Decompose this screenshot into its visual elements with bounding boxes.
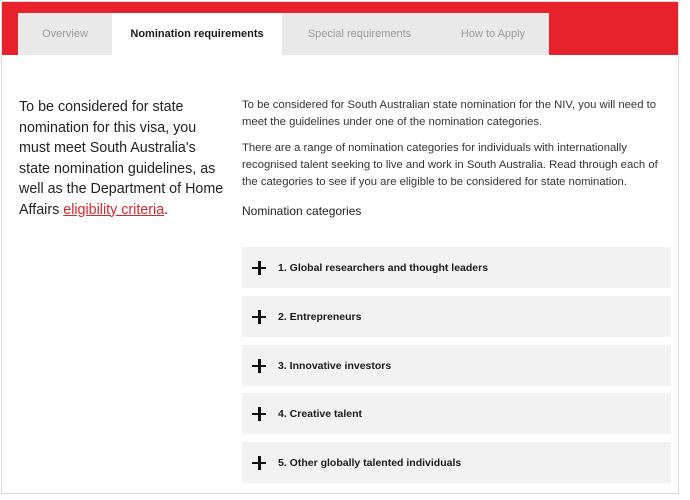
tab-nomination-requirements[interactable]: Nomination requirements bbox=[112, 13, 282, 55]
tab-bar bbox=[18, 13, 549, 55]
accordion-label: 3. Innovative investors bbox=[278, 359, 392, 372]
accordion-label: 1. Global researchers and thought leaders bbox=[278, 261, 489, 274]
page-frame bbox=[1, 1, 679, 494]
plus-icon bbox=[252, 261, 266, 275]
plus-icon bbox=[252, 456, 266, 470]
plus-icon bbox=[252, 407, 266, 421]
intro-text bbox=[19, 97, 224, 220]
tab-special-requirements[interactable]: Special requirements bbox=[282, 13, 437, 55]
accordion-other-talented[interactable] bbox=[242, 442, 671, 483]
plus-icon bbox=[252, 359, 266, 373]
main-content bbox=[242, 97, 672, 231]
accordion-label: 2. Entrepreneurs bbox=[278, 310, 362, 323]
accordion-label: 5. Other globally talented individuals bbox=[278, 456, 462, 469]
accordion-label: 4. Creative talent bbox=[278, 407, 363, 420]
plus-icon bbox=[252, 310, 266, 324]
accordion-global-researchers[interactable] bbox=[242, 247, 671, 288]
tab-how-to-apply[interactable]: How to Apply bbox=[437, 13, 549, 55]
top-banner bbox=[2, 2, 678, 55]
accordion-creative-talent[interactable] bbox=[242, 393, 671, 434]
tab-overview[interactable]: Overview bbox=[18, 13, 112, 55]
paragraph-2: There are a range of nomination categories for individuals with internationally recognised talent seeking to live and work in South Australia. Read through each of the categories to see if you are eligible to be considered for state nomination. bbox=[242, 142, 658, 188]
paragraph-1: To be considered for South Australian state nomination for the NIV, you will need to meet the guidelines under one of the nomination categories. bbox=[242, 99, 657, 128]
eligibility-criteria-link[interactable]: eligibility criteria bbox=[63, 201, 165, 218]
categories-heading: Nomination categories bbox=[242, 204, 362, 218]
intro-trailing: . bbox=[164, 201, 169, 218]
intro-body: To be considered for state nomination for this visa, you must meet South Australia's state nomination guidelines, as well as the Department of Home Affairs bbox=[19, 99, 224, 218]
accordion-entrepreneurs[interactable] bbox=[242, 296, 671, 337]
accordion-innovative-investors[interactable] bbox=[242, 345, 671, 386]
